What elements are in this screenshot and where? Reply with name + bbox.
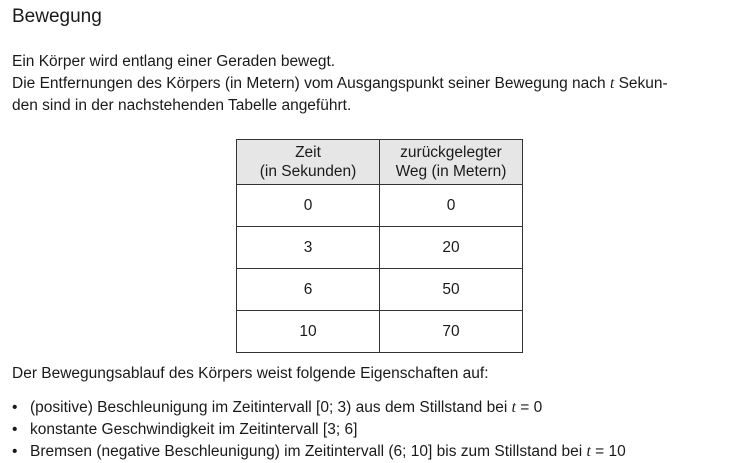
intro-line-3: den sind in der nachstehenden Tabelle angeführt.	[12, 97, 352, 114]
list-item: • Bremsen (negative Beschleunigung) im Zeitintervall (6; 10] bis zum Stillstand bei t = 10	[12, 441, 626, 463]
distance-cell: 50	[380, 269, 523, 311]
bullet-icon: •	[12, 443, 18, 460]
distance-cell: 0	[380, 185, 523, 227]
time-cell: 3	[237, 227, 380, 269]
bullet-icon: •	[12, 421, 18, 438]
table-row	[237, 185, 523, 227]
table-header-row	[237, 140, 523, 185]
bullet-icon: •	[12, 399, 18, 416]
intro-line-1: Ein Körper wird entlang einer Geraden bewegt.	[12, 53, 336, 70]
intro-text	[12, 51, 737, 117]
table-row	[237, 227, 523, 269]
distance-cell: 70	[380, 311, 523, 353]
distance-cell: 20	[380, 227, 523, 269]
time-column-header: Zeit (in Sekunden)	[237, 140, 380, 185]
time-cell: 0	[237, 185, 380, 227]
page-title: Bewegung	[12, 6, 102, 27]
time-cell: 6	[237, 269, 380, 311]
table-row	[237, 269, 523, 311]
list-item: • konstante Geschwindigkeit im Zeitintervall [3; 6]	[12, 419, 626, 441]
intro-line-2: Die Entfernungen des Körpers (in Metern) vom Ausgangspunkt seiner Bewegung nach t Sekun-	[12, 75, 668, 92]
distance-column-header: zurückgelegter Weg (in Metern)	[380, 140, 523, 185]
time-variable: t	[609, 75, 615, 92]
list-item: • (positive) Beschleunigung im Zeitintervall [0; 3) aus dem Stillstand bei t = 0	[12, 397, 626, 419]
table-row	[237, 311, 523, 353]
time-cell: 10	[237, 311, 380, 353]
properties-intro: Der Bewegungsablauf des Körpers weist folgende Eigenschaften auf:	[12, 365, 489, 382]
properties-list	[12, 397, 626, 463]
distance-time-table	[236, 139, 523, 353]
